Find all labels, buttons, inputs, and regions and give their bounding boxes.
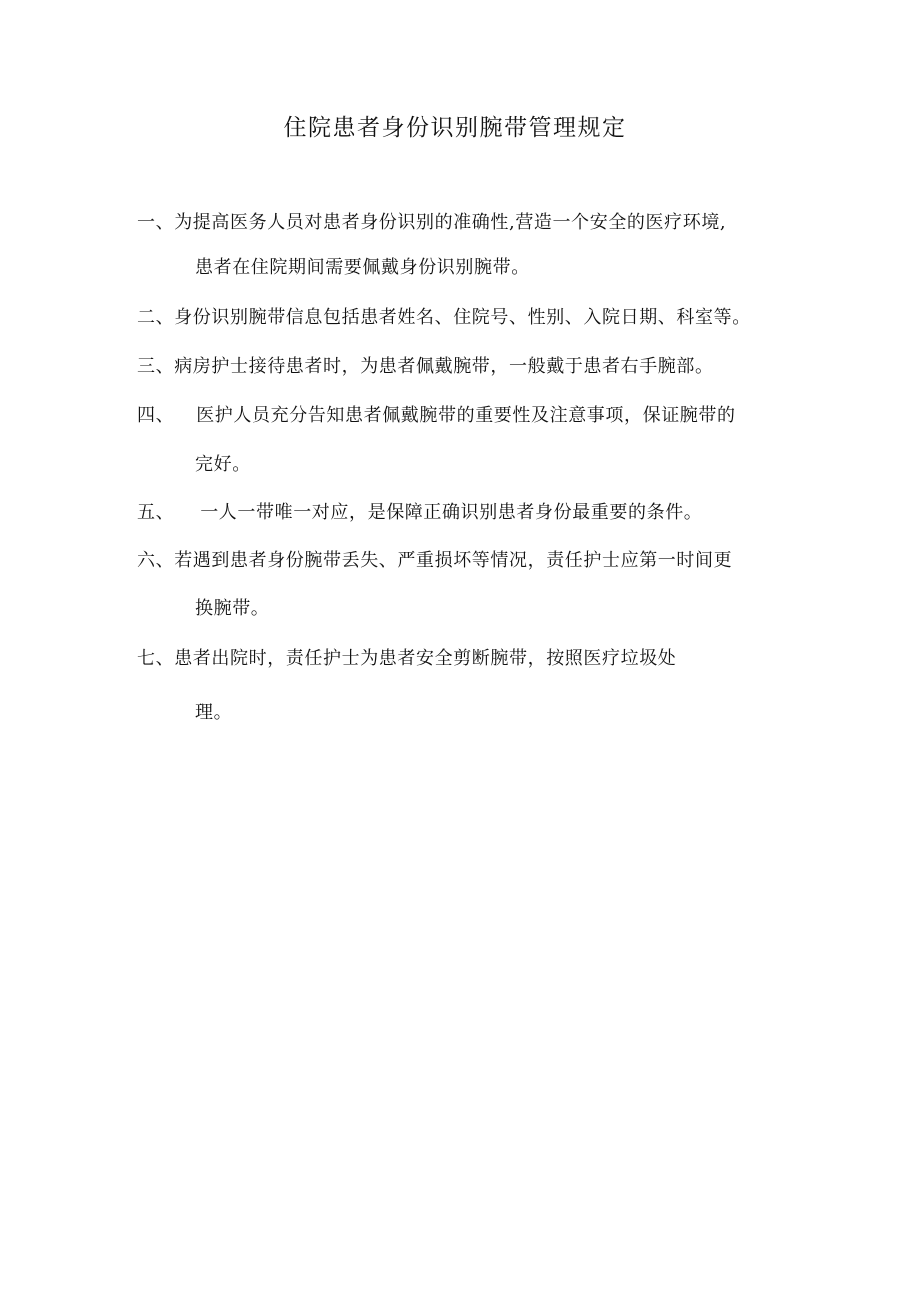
rule-2-marker: 二、	[137, 307, 175, 328]
rule-5-text: 一人一带唯一对应，是保障正确识别患者身份最重要的条件。	[200, 502, 703, 523]
rule-2-line-1	[137, 303, 751, 333]
rule-3-line-1	[137, 352, 714, 382]
rule-1-line-2: 患者在住院期间需要佩戴身份识别腕带。	[195, 257, 530, 278]
rule-7-line-1	[137, 644, 676, 674]
rule-4-marker: 四、	[137, 405, 175, 426]
rule-7-marker: 七、	[137, 648, 175, 669]
rule-1-text: 为提高医务人员对患者身份识别的准确性,营造一个安全的医疗环境,	[174, 212, 727, 233]
rule-6-marker: 六、	[137, 550, 175, 571]
rule-6-line-1	[137, 546, 732, 576]
rule-4-line-2: 完好。	[195, 454, 251, 475]
rule-5-line-1	[137, 498, 702, 528]
rule-7-line-2: 理。	[195, 702, 233, 723]
rule-4-line-1	[137, 401, 736, 431]
rule-4-text: 医护人员充分告知患者佩戴腕带的重要性及注意事项，保证腕带的	[196, 405, 736, 426]
rule-6-line-2: 换腕带。	[195, 598, 270, 619]
rule-1-line-1	[137, 208, 726, 238]
rule-3-marker: 三、	[137, 356, 175, 377]
rule-7-text: 患者出院时，责任护士为患者安全剪断腕带，按照医疗垃圾处	[174, 648, 677, 669]
rule-3-text: 病房护士接待患者时，为患者佩戴腕带，一般戴于患者右手腕部。	[174, 356, 714, 377]
rule-2-text: 身份识别腕带信息包括患者姓名、住院号、性别、入院日期、科室等。	[174, 307, 751, 328]
rule-1-marker: 一、	[137, 212, 175, 233]
rule-6-text: 若遇到患者身份腕带丢失、严重损坏等情况，责任护士应第一时间更	[174, 550, 733, 571]
rule-5-marker: 五、	[137, 502, 175, 523]
document-title: 住院患者身份识别腕带管理规定	[283, 115, 627, 141]
